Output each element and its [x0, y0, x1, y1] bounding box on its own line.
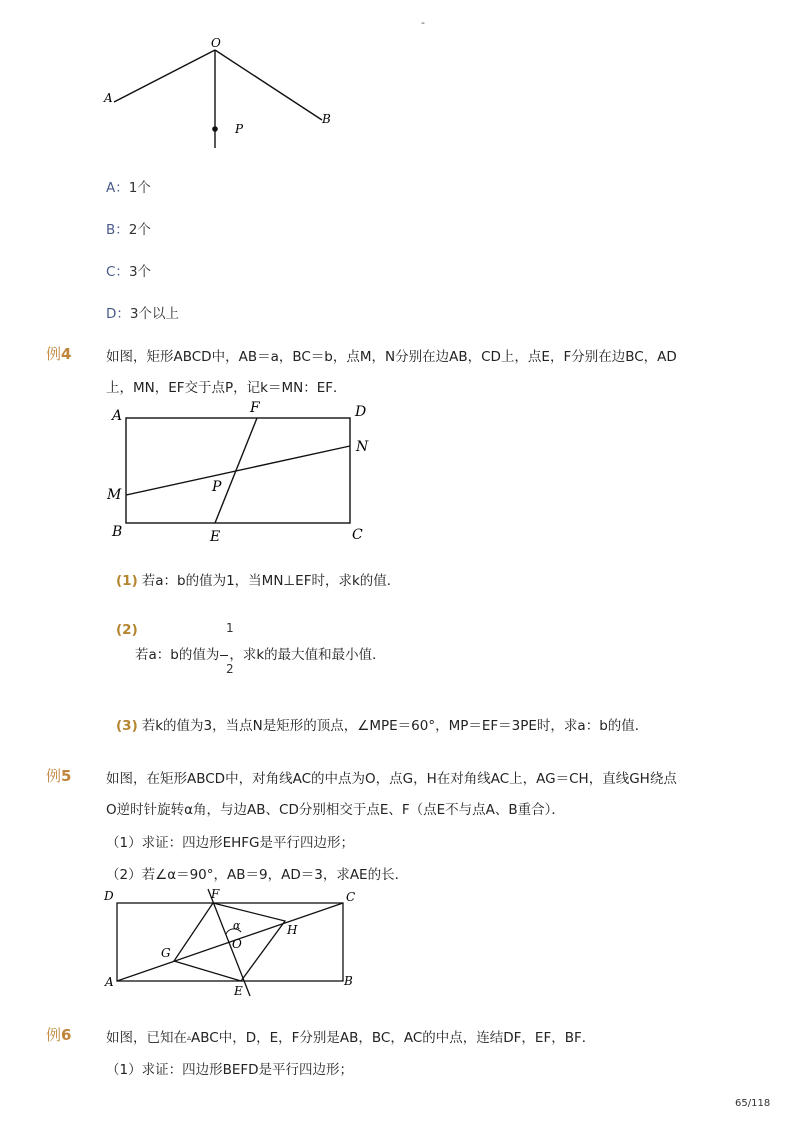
ray-ob	[215, 50, 322, 120]
fraction-numerator: 1	[226, 621, 234, 635]
option-a-text: 1个	[128, 180, 151, 196]
option-d[interactable]	[106, 302, 179, 322]
figure-rectangle-parallelogram	[100, 884, 370, 1004]
triangle-symbol: ▵	[187, 1033, 192, 1042]
label-a: A	[112, 408, 123, 424]
label-o: O	[232, 937, 242, 951]
option-c-text: 3个	[128, 264, 152, 280]
question-2-text-b: ，求k的最大值和最小值．	[229, 647, 386, 663]
example-6-number: 6	[61, 1026, 72, 1044]
question-3-text: 若k的值为3，当点N是矩形的顶点，∠MPE＝60°，MP＝EF＝3PE时，求a：b的值．	[141, 718, 649, 734]
example-5-line-2: O逆时针旋转α角，与边AB、CD分别相交于点E、F（点E不与点A、B重合）．	[106, 802, 565, 818]
example-6-line-1a: 如图，已知在	[106, 1030, 187, 1046]
fraction-bar	[220, 655, 228, 656]
label-p: P	[212, 479, 222, 495]
page-number: 65/118	[735, 1098, 771, 1109]
example-5-label	[46, 765, 71, 786]
example-5-line-4: （2）若∠α＝90°，AB＝9，AD＝3，求AE的长．	[106, 867, 409, 883]
label-f: F	[250, 400, 260, 416]
header-mark: -	[421, 16, 425, 29]
label-p: P	[235, 122, 244, 136]
question-3-number: (3)	[116, 718, 138, 734]
question-2-number: (2)	[116, 622, 138, 638]
ray-oa	[114, 50, 215, 102]
example-6-label	[46, 1024, 71, 1045]
example-5-number: 5	[61, 767, 72, 785]
label-b: B	[322, 112, 331, 126]
example-5-prefix: 例	[46, 767, 62, 785]
label-alpha: α	[233, 919, 241, 932]
fraction-denominator: 2	[226, 662, 234, 676]
example-4-line-1: 如图，矩形ABCD中，AB＝a，BC＝b，点M，N分别在边AB，CD上，点E，F分别在边BC，AD	[106, 349, 677, 365]
label-b: B	[344, 974, 353, 988]
option-b-text: 2个	[128, 222, 151, 238]
example-5-line-3: （1）求证：四边形EHFG是平行四边形；	[106, 835, 354, 851]
example-4-question-1	[116, 569, 400, 589]
segment-mn	[126, 446, 350, 495]
segment-ef	[215, 418, 257, 523]
option-c-key: C：	[106, 264, 129, 280]
question-1-number: (1)	[116, 573, 138, 589]
label-b: B	[112, 524, 123, 540]
figure-angle-aob	[100, 30, 350, 155]
example-6-line-1	[106, 1026, 595, 1046]
option-d-key: D：	[106, 306, 130, 322]
label-g: G	[161, 946, 171, 960]
example-5-line-1: 如图，在矩形ABCD中，对角线AC的中点为O，点G，H在对角线AC上，AG＝CH，直线GH绕点	[106, 771, 677, 787]
question-1-text: 若a：b的值为1，当MN⊥EF时，求k的值．	[141, 573, 401, 589]
label-h: H	[287, 923, 298, 937]
example-6-line-1b: ABC中，D，E，F分别是AB，BC，AC的中点，连结DF，EF，BF．	[191, 1030, 596, 1046]
label-d: D	[104, 889, 114, 903]
option-d-text: 3个以上	[129, 306, 179, 322]
label-n: N	[356, 439, 369, 455]
option-a[interactable]	[106, 176, 151, 196]
example-4-number: 4	[61, 345, 72, 363]
example-4-question-3	[116, 714, 648, 734]
label-o: O	[211, 36, 221, 50]
label-a: A	[104, 91, 113, 105]
label-m: M	[107, 487, 122, 503]
label-f: F	[211, 887, 220, 901]
option-a-key: A：	[106, 180, 129, 196]
point-p	[212, 126, 218, 132]
figure-rectangle-abcd	[100, 398, 390, 546]
example-4-question-2-number	[116, 622, 142, 638]
example-6-line-2: （1）求证：四边形BEFD是平行四边形；	[106, 1062, 354, 1078]
option-b[interactable]	[106, 218, 151, 238]
label-c: C	[352, 527, 363, 543]
diagonal-ac	[117, 903, 343, 981]
label-a: A	[105, 975, 114, 989]
option-c[interactable]	[106, 260, 151, 280]
label-c: C	[346, 890, 356, 904]
example-4-line-2: 上，MN，EF交于点P，记k＝MN：EF．	[106, 380, 347, 396]
label-e: E	[210, 529, 221, 545]
example-4-question-2-text	[135, 643, 386, 663]
label-d: D	[355, 404, 367, 420]
label-e: E	[234, 984, 243, 998]
question-2-text-a: 若a：b的值为	[135, 647, 220, 663]
option-b-key: B：	[106, 222, 129, 238]
example-6-prefix: 例	[46, 1026, 62, 1044]
example-4-label	[46, 343, 71, 364]
line-ef	[208, 889, 250, 996]
example-4-prefix: 例	[46, 345, 62, 363]
